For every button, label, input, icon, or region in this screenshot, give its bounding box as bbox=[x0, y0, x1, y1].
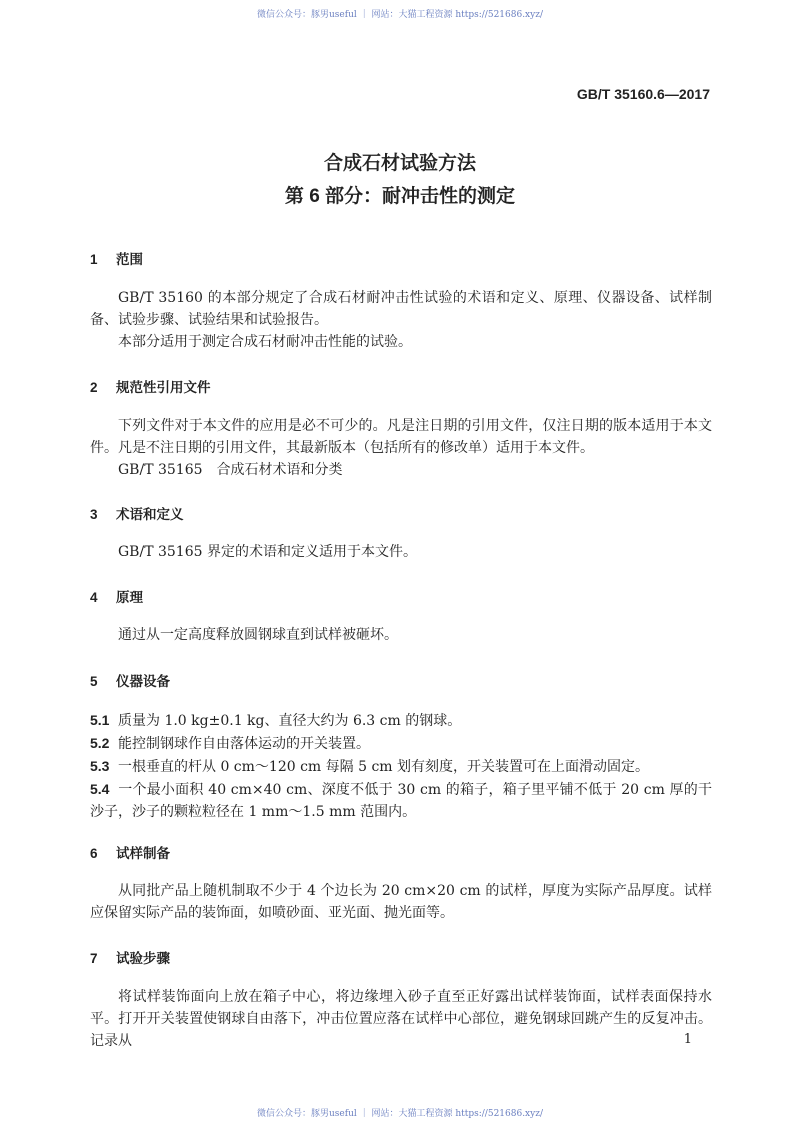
paragraph: 将试样装饰面向上放在箱子中心，将边缘埋入砂子直至正好露出试样装饰面，试样表面保持水平。打开开关装置使钢球自由落下，冲击位置应落在试样中心部位，避免钢球回跳产生的反复冲击。记录从 bbox=[90, 989, 712, 1049]
section-body-4 bbox=[90, 624, 712, 646]
paragraph: GB/T 35160 的本部分规定了合成石材耐冲击性试验的术语和定义、原理、仪器设备、试样制备、试验步骤、试验结果和试验报告。 bbox=[90, 290, 712, 328]
section-body-5 bbox=[90, 709, 712, 823]
reference-item: GB/T 35165 合成石材术语和分类 bbox=[118, 462, 343, 478]
watermark-top: 微信公众号：豚男useful ｜ 网站：大猫工程资源 https://521686.xyz/ bbox=[257, 10, 543, 20]
paragraph: 通过从一定高度释放圆钢球直到试样被砸坏。 bbox=[118, 627, 398, 643]
clause-5-2: 5.2 能控制钢球作自由落体运动的开关装置。 bbox=[90, 735, 370, 752]
section-body-1 bbox=[90, 287, 712, 353]
section-body-2 bbox=[90, 415, 712, 481]
document-title: 合成石材试验方法 bbox=[323, 153, 476, 174]
clause-5-4: 5.4 一个最小面积 40 cm×40 cm、深度不低于 30 cm 的箱子，箱子里平铺不低于 20 cm 厚的干沙子，沙子的颗粒粒径在 1 mm～1.5 mm 范围内。 bbox=[90, 781, 712, 820]
watermark-bottom: 微信公众号：豚男useful ｜ 网站：大猫工程资源 https://521686.xyz/ bbox=[257, 1109, 543, 1119]
section-heading-2: 2 规范性引用文件 bbox=[90, 380, 211, 395]
page-number: 1 bbox=[683, 1032, 692, 1047]
section-heading-6: 6 试样制备 bbox=[90, 846, 170, 861]
section-heading-5: 5 仪器设备 bbox=[90, 674, 170, 689]
section-body-7 bbox=[90, 986, 712, 1052]
document-subtitle: 第 6 部分：耐冲击性的测定 bbox=[284, 186, 516, 207]
section-heading-3: 3 术语和定义 bbox=[90, 507, 184, 522]
paragraph: 本部分适用于测定合成石材耐冲击性能的试验。 bbox=[118, 334, 412, 350]
paragraph: 从同批产品上随机制取不少于 4 个边长为 20 cm×20 cm 的试样，厚度为实际产品厚度。试样应保留实际产品的装饰面，如喷砂面、亚光面、抛光面等。 bbox=[90, 883, 712, 921]
section-heading-7: 7 试验步骤 bbox=[90, 951, 170, 966]
section-heading-1: 1 范围 bbox=[90, 252, 143, 267]
clause-5-1: 5.1 质量为 1.0 kg±0.1 kg、直径大约为 6.3 cm 的钢球。 bbox=[90, 712, 462, 729]
paragraph: 下列文件对于本文件的应用是必不可少的。凡是注日期的引用文件，仅注日期的版本适用于本文件。凡是不注日期的引用文件，其最新版本（包括所有的修改单）适用于本文件。 bbox=[90, 418, 712, 456]
section-body-3 bbox=[90, 541, 712, 563]
paragraph: GB/T 35165 界定的术语和定义适用于本文件。 bbox=[118, 544, 417, 560]
clause-5-3: 5.3 一根垂直的杆从 0 cm～120 cm 每隔 5 cm 划有刻度，开关装置可在上面滑动固定。 bbox=[90, 758, 650, 775]
section-body-6 bbox=[90, 880, 712, 924]
standard-number: GB/T 35160.6—2017 bbox=[576, 86, 710, 102]
section-heading-4: 4 原理 bbox=[90, 590, 143, 605]
